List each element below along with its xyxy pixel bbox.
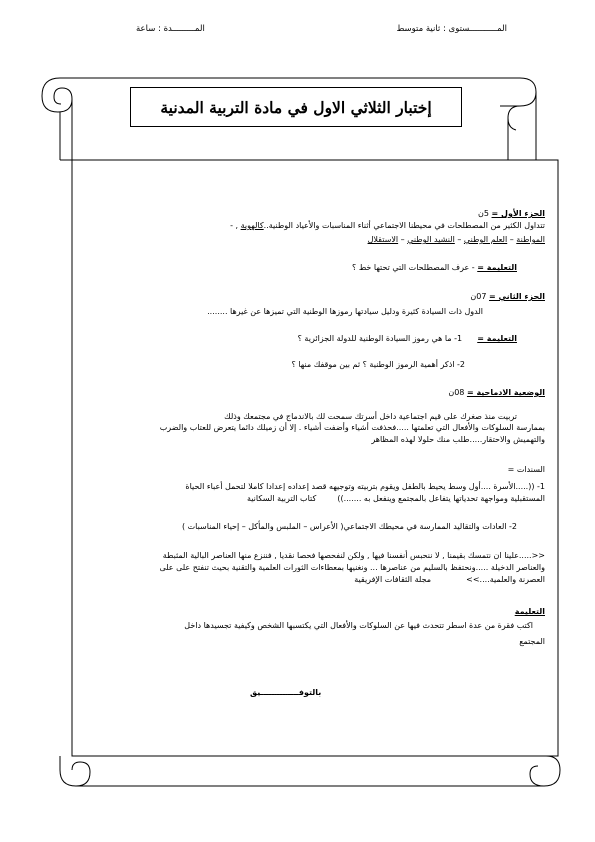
part1-instruction: التعليمة = - عرف المصطلحات التي تحتها خط ؟ [352, 263, 517, 272]
part2-question-1: 1- ما هي رموز السيادة الوطنية للدولة الجزائرية ؟ [297, 334, 463, 343]
final-instruction-line-1: اكتب فقرة من عدة اسطر تتحدث فيها عن السلوكات والأفعال التي يكتسبها الشخص وكيفية تجسيدها داخل [184, 621, 533, 630]
title-box [130, 87, 462, 127]
situation-line-3: والتهميش والاحتقار.....طلب منك حلولا لهذه المظاهر [371, 435, 545, 444]
term-citizenship: المواطنة [516, 235, 545, 244]
instruction-label: التعليمة = [477, 334, 517, 343]
part1-label: الجزء الأول = [491, 209, 545, 218]
part2-question-2: 2- اذكر أهمية الرموز الوطنية ؟ ثم بين موقفك منها ؟ [291, 360, 465, 369]
part2-q1-line [298, 333, 545, 344]
level-label: المـــــــــــستوى : ثانية متوسط [396, 24, 507, 34]
part1-heading [478, 208, 545, 219]
exam-title: إختبار الثلاثي الاول في مادة التربية المدنية [160, 97, 432, 117]
instruction-text: عرف المصطلحات التي تحتها خط ؟ [352, 263, 470, 272]
term-flag: العلم الوطني [463, 235, 508, 244]
term-anthem: النشيد الوطني [407, 235, 455, 244]
part1-text-line: تتداول الكثير من المصطلحات في محيطنا الاجتماعي أثناء المناسبات والأعياد الوطنية..كالهوية , - [230, 221, 545, 230]
situation-label: الوضعية الادماجية = [466, 388, 545, 397]
source-3-line-1: <<.....علينا ان نتمسك بقيمنا , لا ننحبس أنفسنا فيها , ولكن لنفحصها فحصا نقديا , فننزع منها العناصر البالية المثبطة [162, 551, 545, 560]
part1-points: 5ن [478, 209, 489, 218]
source-3-text: العصرنة والعلمية....>> [466, 575, 545, 584]
term-identity: كالهوية [240, 221, 264, 230]
part2-points: 07ن [470, 292, 487, 301]
source-3-line-2: والعناصر الدخيلة .....ونحتفظ بالسليم من عناصرها ... ونغنيها بمعطاءات الثورات العلمية والتقنية بحيث تنفتح على على [159, 563, 545, 572]
source-3-reference: مجلة الثقافات الإفريقية [354, 575, 432, 584]
closing-wish: بالتوفــــــــــــــيق [250, 688, 322, 697]
final-instruction-line-2: المجتمع [519, 637, 545, 646]
source-1-reference: كتاب التربية السكانية [246, 494, 317, 503]
source-1-line-1: 1- ((.....الأسرة ....أول وسط يحيط بالطفل ويقوم بتربيته وتوجيهه قصد إعداده إعدادا كاملا لتحمل أعباء الحياة [185, 482, 545, 491]
part2-text: الدول ذات السيادة كثيرة ودليل سيادتها رموزها الوطنية التي تميزها عن غيرها ........ [207, 307, 483, 316]
duration-label: المـــــــــدة : ساعة [136, 24, 205, 34]
instruction-label: التعليمة = [477, 263, 517, 272]
source-1-line-2 [247, 493, 545, 504]
exam-header [0, 24, 595, 44]
part1-terms-line: المواطنة – العلم الوطني – النشيد الوطني – الاستقلال [367, 235, 545, 244]
situation-line-1: تربيت منذ صغرك على قيم اجتماعية داخل أسرتك سمحت لك بالاندماج في مجتمعك وذلك [224, 412, 517, 421]
part1-text: تتداول الكثير من المصطلحات في محيطنا الاجتماعي أثناء المناسبات والأعياد الوطنية.. [263, 221, 545, 230]
situation-line-2: بممارسة السلوكات والأفعال التي تعلمتها .....فحذفت أشياء وأضفت أشياء . إلا أن زميلك دائما يتعرض للعتاب والضرب [159, 423, 545, 432]
part2-label: الجزء الثاني = [489, 292, 545, 301]
term-independence: الاستقلال [367, 235, 399, 244]
situation-points: 08ن [448, 388, 465, 397]
source-2: 2- العادات والتقاليد الممارسة في محيطك الاجتماعي( الأعراس – الملبس والمأكل – إحياء المناسبات ) [181, 522, 517, 531]
source-1-text: المستقبلية ومواجهة تحدياتها يتفاعل بالمجتمع وينفعل به .......)) [337, 494, 545, 503]
sources-label: السندات = [507, 465, 545, 474]
source-3-line-3 [354, 574, 545, 585]
final-instruction-label: التعليمة [514, 607, 545, 616]
part2-heading [470, 291, 545, 302]
situation-heading [448, 387, 545, 398]
